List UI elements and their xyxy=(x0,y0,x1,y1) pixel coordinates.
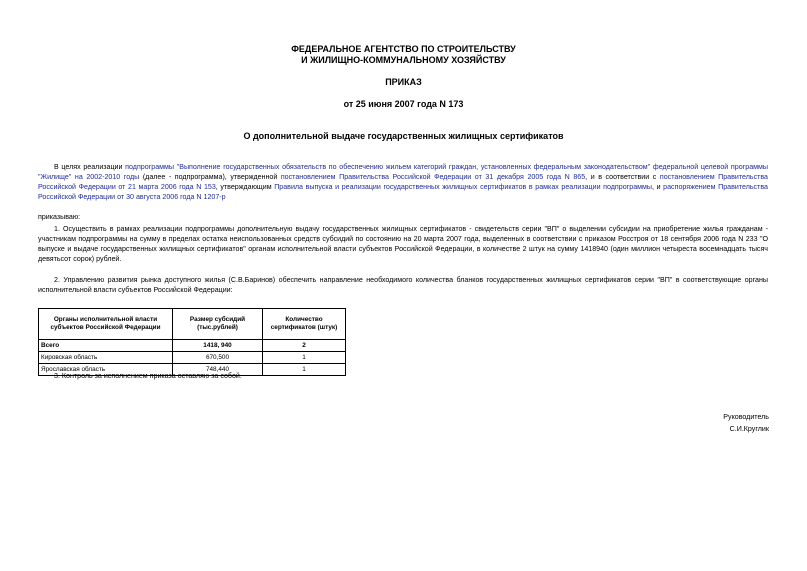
total-amount: 1418, 940 xyxy=(173,340,263,352)
col-header-amount: Размер субсидий (тыс.рублей) xyxy=(173,309,263,340)
preamble-text-2: (далее - подпрограмма), утвержденной xyxy=(139,173,281,181)
region-count: 1 xyxy=(263,352,346,364)
preamble-text-5: , и xyxy=(652,183,664,191)
link-decree-865[interactable]: постановлением Правительства Российской Федерации от 31 декабря 2005 года N 865 xyxy=(280,173,586,181)
link-order-1207[interactable]: распоряжением Правительства Российской Федерации от 30 августа 2006 года N 1207-р xyxy=(38,183,768,201)
item-1: 1. Осуществить в рамках реализации подпрограммы дополнительную выдачу государственных жилищных сертификатов - свидетельств серии "ВП" о выделении субсидии на приобретение жилья гражданам - участникам подпрограммы на сумму в пределах остатка неиспользованных средств субсидий по состоянию на 20 марта 2007 года, выделенных в соответствии с приказом Росстроя от 18 сентября 2006 года N 233 "О выпуске и выдаче государственных жилищных сертификатов" органам исполнительной власти субъектов Российской Федерации, в количестве 2 штук на сумму 1418940 (один миллион четыреста восемнадцать тысяч девятьсот сорок) рублей. xyxy=(38,225,768,263)
agency-line-1: ФЕДЕРАЛЬНОЕ АГЕНТСТВО ПО СТРОИТЕЛЬСТВУ xyxy=(291,44,516,54)
table-row xyxy=(39,352,346,364)
table-row-total xyxy=(39,340,346,352)
region-name: Ярославская область xyxy=(39,364,173,376)
item-2: 2. Управлению развития рынка доступного жилья (С.В.Баринов) обеспечить направление необходимого количества бланков государственных жилищных сертификатов серии "ВП" в соответствующие органы исполнительной власти субъектов Российской Федерации: xyxy=(38,276,768,294)
doc-date: от 25 июня 2007 года N 173 xyxy=(343,99,464,109)
region-amount: 670,500 xyxy=(173,352,263,364)
subsidy-table xyxy=(38,308,346,376)
doc-type: ПРИКАЗ xyxy=(385,77,422,87)
col-header-authority: Органы исполнительной власти субъектов Российской Федерации xyxy=(39,309,173,340)
preamble-text-3: , и в соответствии с xyxy=(585,173,660,181)
item-3: 3. Контроль за исполнением приказа оставляю за собой. xyxy=(54,372,242,380)
link-rules[interactable]: Правила выпуска и реализации государственных жилищных сертификатов в рамках реализации подпрограммы xyxy=(274,183,652,191)
preamble-text-4: , утверждающим xyxy=(215,183,275,191)
region-amount: 748,440 xyxy=(173,364,263,376)
doc-title: О дополнительной выдаче государственных жилищных сертификатов xyxy=(243,131,564,141)
region-count: 1 xyxy=(263,364,346,376)
region-name: Кировская область xyxy=(39,352,173,364)
agency-line-2: И ЖИЛИЩНО-КОММУНАЛЬНОМУ ХОЗЯЙСТВУ xyxy=(301,55,506,65)
total-count: 2 xyxy=(263,340,346,352)
preamble-paragraph xyxy=(38,162,768,202)
col-header-count: Количество сертификатов (штук) xyxy=(263,309,346,340)
signature-block xyxy=(569,411,769,435)
signature-name: С.И.Круглик xyxy=(729,425,769,433)
total-label: Всего xyxy=(39,340,173,352)
signature-position: Руководитель xyxy=(723,413,769,421)
prikazyvayu: приказываю: xyxy=(38,213,81,221)
preamble-text-1: В целях реализации xyxy=(54,163,126,171)
link-subprogram[interactable]: подпрограммы "Выполнение государственных обязательств по обеспечению жильем категорий граждан, установленных федеральным законодательством" федеральной целевой программы "Жилище" на 2002-2010 годы xyxy=(38,163,768,181)
table-header-row xyxy=(39,309,346,340)
link-decree-153[interactable]: постановлением Правительства Российской Федерации от 21 марта 2006 года N 153 xyxy=(38,173,768,191)
agency-name xyxy=(0,44,807,66)
